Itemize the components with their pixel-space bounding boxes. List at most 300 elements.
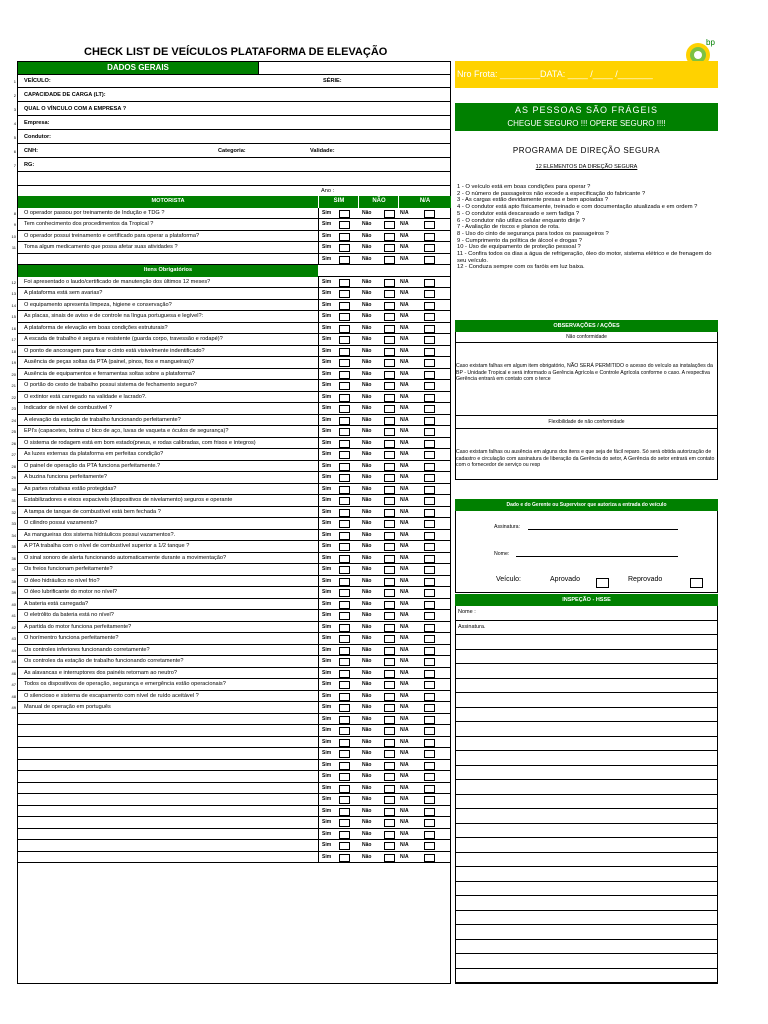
checklist-item-text: Os freios funcionam perfeitamente? [24, 566, 113, 572]
answer-na-label: N/A [400, 715, 409, 722]
approved-checkbox[interactable] [596, 578, 609, 588]
answer-sim-checkbox[interactable] [339, 716, 350, 724]
safety-element-item: 12 - Conduza sempre com os faróis em luz baixa. [457, 264, 585, 271]
column-divider [318, 564, 319, 576]
answer-na-checkbox[interactable] [424, 635, 435, 643]
answer-nao-checkbox[interactable] [384, 681, 395, 689]
answer-nao-label: Não [362, 508, 372, 515]
inspection-row[interactable] [456, 621, 717, 636]
inspection-row[interactable] [456, 606, 717, 621]
checklist-table [11, 61, 451, 984]
answer-na-checkbox[interactable] [424, 658, 435, 666]
answer-na-checkbox[interactable] [424, 693, 435, 701]
checklist-row [11, 323, 450, 335]
answer-na-checkbox[interactable] [424, 647, 435, 655]
answer-sim-checkbox[interactable] [339, 647, 350, 655]
answer-sim-checkbox[interactable] [339, 532, 350, 540]
row-number: 24 [11, 417, 16, 423]
answer-nao-label: Não [362, 301, 372, 308]
answer-na-checkbox[interactable] [424, 532, 435, 540]
answer-sim-checkbox[interactable] [339, 854, 350, 862]
answer-na-checkbox[interactable] [424, 290, 435, 298]
answer-sim-checkbox[interactable] [339, 210, 350, 218]
answer-sim-checkbox[interactable] [339, 279, 350, 287]
answer-na-checkbox[interactable] [424, 302, 435, 310]
answer-nao-checkbox[interactable] [384, 566, 395, 574]
answer-nao-checkbox[interactable] [384, 256, 395, 264]
answer-na-checkbox[interactable] [424, 555, 435, 563]
general-field-row[interactable] [13, 116, 450, 130]
row-number: 48 [11, 693, 16, 699]
answer-na-label: N/A [400, 589, 409, 595]
checklist-row [18, 806, 450, 818]
answer-sim-checkbox[interactable] [339, 359, 350, 367]
answer-nao-checkbox[interactable] [384, 336, 395, 344]
answer-sim-label: Sim [322, 830, 332, 837]
answer-na-label: N/A [400, 819, 409, 825]
answer-sim-checkbox[interactable] [339, 440, 350, 448]
answer-sim-label: Sim [322, 359, 332, 365]
answer-na-checkbox[interactable] [424, 739, 435, 747]
dados-gerais-header: DADOS GERAIS [18, 62, 258, 74]
answer-na-checkbox[interactable] [424, 451, 435, 459]
answer-nao-checkbox[interactable] [384, 762, 395, 770]
answer-sim-label: Sim [322, 290, 332, 296]
answer-nao-checkbox[interactable] [384, 670, 395, 678]
answer-na-checkbox[interactable] [424, 474, 435, 482]
answer-na-checkbox[interactable] [424, 543, 435, 551]
answer-nao-checkbox[interactable] [384, 486, 395, 494]
answer-sim-checkbox[interactable] [339, 382, 350, 390]
answer-sim-checkbox[interactable] [339, 417, 350, 425]
row-number: 20 [11, 371, 16, 377]
answer-na-checkbox[interactable] [424, 612, 435, 620]
answer-sim-checkbox[interactable] [339, 693, 350, 701]
answer-na-checkbox[interactable] [424, 233, 435, 241]
answer-nao-label: Não [362, 382, 372, 388]
checklist-item-text: O operador possui treinamento e certificado para operar a plataforma? [24, 232, 200, 239]
answer-nao-checkbox[interactable] [384, 371, 395, 379]
answer-nao-label: Não [362, 635, 372, 641]
answer-nao-checkbox[interactable] [384, 727, 395, 735]
answer-sim-checkbox[interactable] [339, 750, 350, 758]
answer-nao-checkbox[interactable] [384, 520, 395, 528]
answer-sim-label: Sim [322, 462, 332, 469]
answer-na-checkbox[interactable] [424, 497, 435, 505]
answer-nao-checkbox[interactable] [384, 578, 395, 586]
answer-nao-checkbox[interactable] [384, 658, 395, 666]
answer-sim-checkbox[interactable] [339, 325, 350, 333]
answer-sim-checkbox[interactable] [339, 670, 350, 678]
column-divider [318, 392, 319, 404]
answer-na-checkbox[interactable] [424, 716, 435, 724]
column-divider [318, 622, 319, 634]
answer-nao-label: Não [362, 451, 372, 457]
answer-nao-label: Não [362, 554, 372, 561]
answer-sim-checkbox[interactable] [339, 543, 350, 551]
answer-nao-checkbox[interactable] [384, 394, 395, 402]
checklist-item-text: A plataforma está sem avarias? [24, 290, 103, 296]
answer-sim-checkbox[interactable] [339, 509, 350, 517]
answer-nao-checkbox[interactable] [384, 290, 395, 298]
answer-na-checkbox[interactable] [424, 256, 435, 264]
answer-nao-label: Não [362, 347, 372, 354]
answer-nao-checkbox[interactable] [384, 210, 395, 218]
answer-na-checkbox[interactable] [424, 601, 435, 609]
answer-sim-checkbox[interactable] [339, 497, 350, 505]
answer-sim-checkbox[interactable] [339, 681, 350, 689]
answer-sim-label: Sim [322, 393, 332, 400]
answer-na-checkbox[interactable] [424, 831, 435, 839]
answer-nao-checkbox[interactable] [384, 440, 395, 448]
answer-sim-checkbox[interactable] [339, 601, 350, 609]
answer-sim-checkbox[interactable] [339, 256, 350, 264]
answer-nao-label: Não [362, 830, 372, 837]
general-field-row[interactable] [13, 88, 450, 102]
answer-nao-checkbox[interactable] [384, 302, 395, 310]
answer-na-checkbox[interactable] [424, 842, 435, 850]
answer-nao-checkbox[interactable] [384, 417, 395, 425]
answer-nao-checkbox[interactable] [384, 831, 395, 839]
answer-na-label: N/A [400, 658, 409, 664]
answer-na-checkbox[interactable] [424, 348, 435, 356]
answer-sim-checkbox[interactable] [339, 233, 350, 241]
answer-sim-checkbox[interactable] [339, 785, 350, 793]
answer-nao-checkbox[interactable] [384, 624, 395, 632]
inspection-row [456, 780, 717, 795]
checklist-row [11, 507, 450, 519]
answer-nao-checkbox[interactable] [384, 750, 395, 758]
answer-sim-label: Sim [322, 221, 332, 227]
answer-nao-label: Não [362, 681, 372, 687]
answer-na-label: N/A [400, 508, 409, 515]
answer-nao-checkbox[interactable] [384, 348, 395, 356]
answer-na-label: N/A [400, 474, 409, 480]
answer-na-checkbox[interactable] [424, 313, 435, 321]
answer-sim-checkbox[interactable] [339, 842, 350, 850]
safety-element-item: 7 - Avaliação de riscos e planos de rota. [457, 224, 560, 231]
row-number: 5 [13, 135, 16, 140]
answer-na-checkbox[interactable] [424, 785, 435, 793]
answer-na-label: N/A [400, 393, 409, 400]
column-divider [318, 714, 319, 726]
answer-nao-label: Não [362, 370, 372, 377]
answer-nao-checkbox[interactable] [384, 589, 395, 597]
answer-na-label: N/A [400, 244, 409, 250]
column-divider [318, 518, 319, 530]
answer-sim-checkbox[interactable] [339, 405, 350, 413]
checklist-row [18, 771, 450, 783]
answer-sim-checkbox[interactable] [339, 612, 350, 620]
answer-nao-checkbox[interactable] [384, 543, 395, 551]
checklist-item-text: O sinal sonoro de alerta funcionando automaticamente durante a movimentação? [24, 554, 227, 561]
answer-sim-checkbox[interactable] [339, 658, 350, 666]
column-divider [318, 541, 319, 553]
answer-na-checkbox[interactable] [424, 486, 435, 494]
checklist-row [11, 564, 450, 576]
answer-nao-label: Não [362, 543, 372, 549]
row-number: 3 [13, 107, 16, 112]
answer-sim-label: Sim [322, 727, 332, 733]
answer-nao-checkbox[interactable] [384, 693, 395, 701]
checklist-item-text: O óleo hidráulico no nível frio? [24, 577, 100, 584]
general-field-label: VEÍCULO: [24, 78, 51, 84]
row-number: 2 [13, 93, 16, 98]
answer-na-checkbox[interactable] [424, 819, 435, 827]
answer-sim-label: Sim [322, 382, 332, 388]
answer-sim-checkbox[interactable] [339, 762, 350, 770]
answer-na-checkbox[interactable] [424, 589, 435, 597]
answer-nao-checkbox[interactable] [384, 532, 395, 540]
answer-sim-checkbox[interactable] [339, 313, 350, 321]
answer-na-label: N/A [400, 313, 409, 319]
rejected-checkbox[interactable] [690, 578, 703, 588]
general-field-row[interactable] [13, 144, 450, 158]
answer-na-checkbox[interactable] [424, 773, 435, 781]
answer-na-checkbox[interactable] [424, 336, 435, 344]
answer-na-checkbox[interactable] [424, 670, 435, 678]
answer-na-checkbox[interactable] [424, 221, 435, 229]
answer-na-checkbox[interactable] [424, 440, 435, 448]
answer-na-checkbox[interactable] [424, 359, 435, 367]
answer-na-label: N/A [400, 428, 409, 434]
answer-nao-checkbox[interactable] [384, 612, 395, 620]
checklist-item-text: O painel de operação da PTA funciona perfeitamente.? [24, 462, 161, 469]
answer-sim-checkbox[interactable] [339, 727, 350, 735]
answer-nao-checkbox[interactable] [384, 635, 395, 643]
answer-nao-checkbox[interactable] [384, 474, 395, 482]
answer-sim-label: Sim [322, 692, 332, 699]
answer-sim-checkbox[interactable] [339, 221, 350, 229]
answer-nao-checkbox[interactable] [384, 819, 395, 827]
answer-na-checkbox[interactable] [424, 371, 435, 379]
answer-sim-label: Sim [322, 842, 332, 848]
answer-nao-checkbox[interactable] [384, 244, 395, 252]
answer-nao-checkbox[interactable] [384, 601, 395, 609]
answer-nao-checkbox[interactable] [384, 405, 395, 413]
answer-sim-checkbox[interactable] [339, 704, 350, 712]
answer-sim-checkbox[interactable] [339, 463, 350, 471]
checklist-item-text: As alavancas e interruptores dos painéis retornam ao neutro? [24, 669, 177, 676]
answer-sim-label: Sim [322, 715, 332, 722]
answer-sim-checkbox[interactable] [339, 394, 350, 402]
answer-sim-label: Sim [322, 336, 332, 342]
answer-nao-label: Não [362, 761, 372, 768]
answer-nao-checkbox[interactable] [384, 221, 395, 229]
inspection-box [455, 594, 718, 984]
answer-nao-label: Não [362, 738, 372, 745]
answer-na-label: N/A [400, 347, 409, 354]
row-number: 9 [13, 222, 16, 227]
answer-na-checkbox[interactable] [424, 808, 435, 816]
answer-sim-checkbox[interactable] [339, 302, 350, 310]
general-field-row[interactable] [13, 130, 450, 144]
answer-nao-label: Não [362, 669, 372, 676]
answer-nao-checkbox[interactable] [384, 647, 395, 655]
column-divider [318, 323, 319, 335]
answer-sim-checkbox[interactable] [339, 808, 350, 816]
answer-sim-checkbox[interactable] [339, 589, 350, 597]
row-number: 34 [11, 532, 16, 538]
column-divider [318, 645, 319, 657]
checklist-item-text: As partes rotativas estão protegidas? [24, 485, 117, 492]
answer-nao-checkbox[interactable] [384, 704, 395, 712]
column-divider [318, 357, 319, 369]
answer-na-checkbox[interactable] [424, 750, 435, 758]
answer-na-checkbox[interactable] [424, 624, 435, 632]
answer-na-checkbox[interactable] [424, 210, 435, 218]
answer-nao-label: Não [362, 623, 372, 630]
observations-header: OBSERVAÇÕES / AÇÕES [455, 320, 718, 332]
answer-na-checkbox[interactable] [424, 509, 435, 517]
answer-sim-label: Sim [322, 474, 332, 480]
column-divider [318, 599, 319, 611]
checklist-row [11, 369, 450, 381]
answer-nao-label: Não [362, 692, 372, 699]
answer-na-checkbox[interactable] [424, 394, 435, 402]
answer-nao-checkbox[interactable] [384, 497, 395, 505]
answer-nao-checkbox[interactable] [384, 854, 395, 862]
column-divider [318, 691, 319, 703]
answer-nao-checkbox[interactable] [384, 428, 395, 436]
answer-nao-checkbox[interactable] [384, 279, 395, 287]
answer-nao-checkbox[interactable] [384, 785, 395, 793]
answer-nao-label: Não [362, 324, 372, 331]
answer-nao-checkbox[interactable] [384, 382, 395, 390]
answer-nao-checkbox[interactable] [384, 359, 395, 367]
general-field-row[interactable] [13, 74, 450, 88]
answer-sim-checkbox[interactable] [339, 819, 350, 827]
answer-sim-checkbox[interactable] [339, 371, 350, 379]
answer-sim-checkbox[interactable] [339, 555, 350, 563]
answer-na-label: N/A [400, 221, 409, 227]
answer-na-checkbox[interactable] [424, 578, 435, 586]
answer-sim-checkbox[interactable] [339, 244, 350, 252]
checklist-row [11, 518, 450, 530]
checklist-item-text: A escada de trabalho é segura e resistente (guarda corpo, travessão e rodapé)? [24, 336, 223, 342]
answer-nao-checkbox[interactable] [384, 773, 395, 781]
general-field-row[interactable] [13, 102, 450, 116]
answer-nao-label: Não [362, 462, 372, 469]
answer-na-label: N/A [400, 669, 409, 676]
answer-nao-checkbox[interactable] [384, 808, 395, 816]
answer-na-checkbox[interactable] [424, 463, 435, 471]
safety-element-item: 11 - Confira todos os dias a água de refrigeração, óleo do motor, sistema elétrico e de frenagem do seu veículo. [457, 251, 712, 264]
answer-na-checkbox[interactable] [424, 704, 435, 712]
signature-line[interactable] [528, 529, 678, 530]
answer-nao-checkbox[interactable] [384, 451, 395, 459]
row-number: 7 [13, 163, 16, 168]
answer-sim-checkbox[interactable] [339, 451, 350, 459]
answer-na-label: N/A [400, 462, 409, 469]
answer-nao-checkbox[interactable] [384, 463, 395, 471]
name-line[interactable] [516, 556, 678, 557]
row-number: 29 [11, 475, 16, 480]
answer-na-label: N/A [400, 336, 409, 342]
checklist-row [13, 208, 450, 220]
answer-sim-checkbox[interactable] [339, 428, 350, 436]
answer-nao-checkbox[interactable] [384, 325, 395, 333]
checklist-row [11, 679, 450, 691]
answer-nao-label: Não [362, 232, 372, 239]
answer-sim-checkbox[interactable] [339, 773, 350, 781]
answer-nao-label: Não [362, 290, 372, 296]
answer-nao-checkbox[interactable] [384, 716, 395, 724]
answer-na-checkbox[interactable] [424, 520, 435, 528]
row-number: 42 [11, 624, 16, 630]
checklist-row [18, 794, 450, 806]
answer-sim-checkbox[interactable] [339, 290, 350, 298]
answer-nao-checkbox[interactable] [384, 796, 395, 804]
fleet-date-field[interactable]: Nro Frota: ________DATA: ____ /____ /_______ [455, 61, 718, 88]
answer-na-checkbox[interactable] [424, 566, 435, 574]
elements-title: 12 ELEMENTOS DA DIREÇÃO SEGURA [535, 164, 638, 170]
checklist-item-text: O operador passou por treinamento de Indução e TDG ? [24, 209, 165, 216]
answer-nao-label: Não [362, 221, 372, 227]
column-divider [318, 656, 319, 668]
col-sim-header: SIM [318, 196, 359, 208]
answer-sim-label: Sim [322, 244, 332, 250]
general-field-row[interactable] [13, 158, 450, 172]
answer-sim-checkbox[interactable] [339, 348, 350, 356]
answer-nao-label: Não [362, 853, 372, 860]
answer-na-checkbox[interactable] [424, 681, 435, 689]
answer-sim-checkbox[interactable] [339, 739, 350, 747]
answer-sim-checkbox[interactable] [339, 635, 350, 643]
answer-nao-checkbox[interactable] [384, 739, 395, 747]
answer-nao-checkbox[interactable] [384, 313, 395, 321]
answer-sim-checkbox[interactable] [339, 336, 350, 344]
answer-nao-checkbox[interactable] [384, 509, 395, 517]
answer-na-checkbox[interactable] [424, 796, 435, 804]
answer-sim-checkbox[interactable] [339, 486, 350, 494]
answer-nao-label: Não [362, 704, 372, 710]
row-number: 12 [11, 279, 16, 285]
answer-na-checkbox[interactable] [424, 279, 435, 287]
non-conformity-label: Não conformidade [456, 332, 717, 343]
checklist-row [11, 668, 450, 680]
answer-nao-checkbox[interactable] [384, 233, 395, 241]
answer-sim-checkbox[interactable] [339, 578, 350, 586]
row-number: 11 [11, 245, 16, 250]
row-number: 41 [11, 613, 16, 618]
answer-na-checkbox[interactable] [424, 405, 435, 413]
answer-na-checkbox[interactable] [424, 325, 435, 333]
answer-na-checkbox[interactable] [424, 762, 435, 770]
answer-na-checkbox[interactable] [424, 417, 435, 425]
answer-sim-checkbox[interactable] [339, 566, 350, 574]
answer-sim-label: Sim [322, 278, 332, 285]
answer-nao-checkbox[interactable] [384, 842, 395, 850]
answer-na-label: N/A [400, 485, 409, 492]
answer-sim-checkbox[interactable] [339, 624, 350, 632]
row-number: 31 [11, 498, 16, 503]
answer-na-checkbox[interactable] [424, 244, 435, 252]
answer-sim-checkbox[interactable] [339, 796, 350, 804]
column-divider [318, 311, 319, 323]
answer-sim-checkbox[interactable] [339, 520, 350, 528]
answer-sim-checkbox[interactable] [339, 474, 350, 482]
answer-na-checkbox[interactable] [424, 382, 435, 390]
answer-na-checkbox[interactable] [424, 727, 435, 735]
answer-na-checkbox[interactable] [424, 428, 435, 436]
answer-na-checkbox[interactable] [424, 854, 435, 862]
answer-nao-checkbox[interactable] [384, 555, 395, 563]
checklist-row [11, 576, 450, 588]
column-divider [318, 840, 319, 852]
checklist-item-text: O horímentro funciona perfeitamente? [24, 635, 119, 641]
answer-sim-checkbox[interactable] [339, 831, 350, 839]
